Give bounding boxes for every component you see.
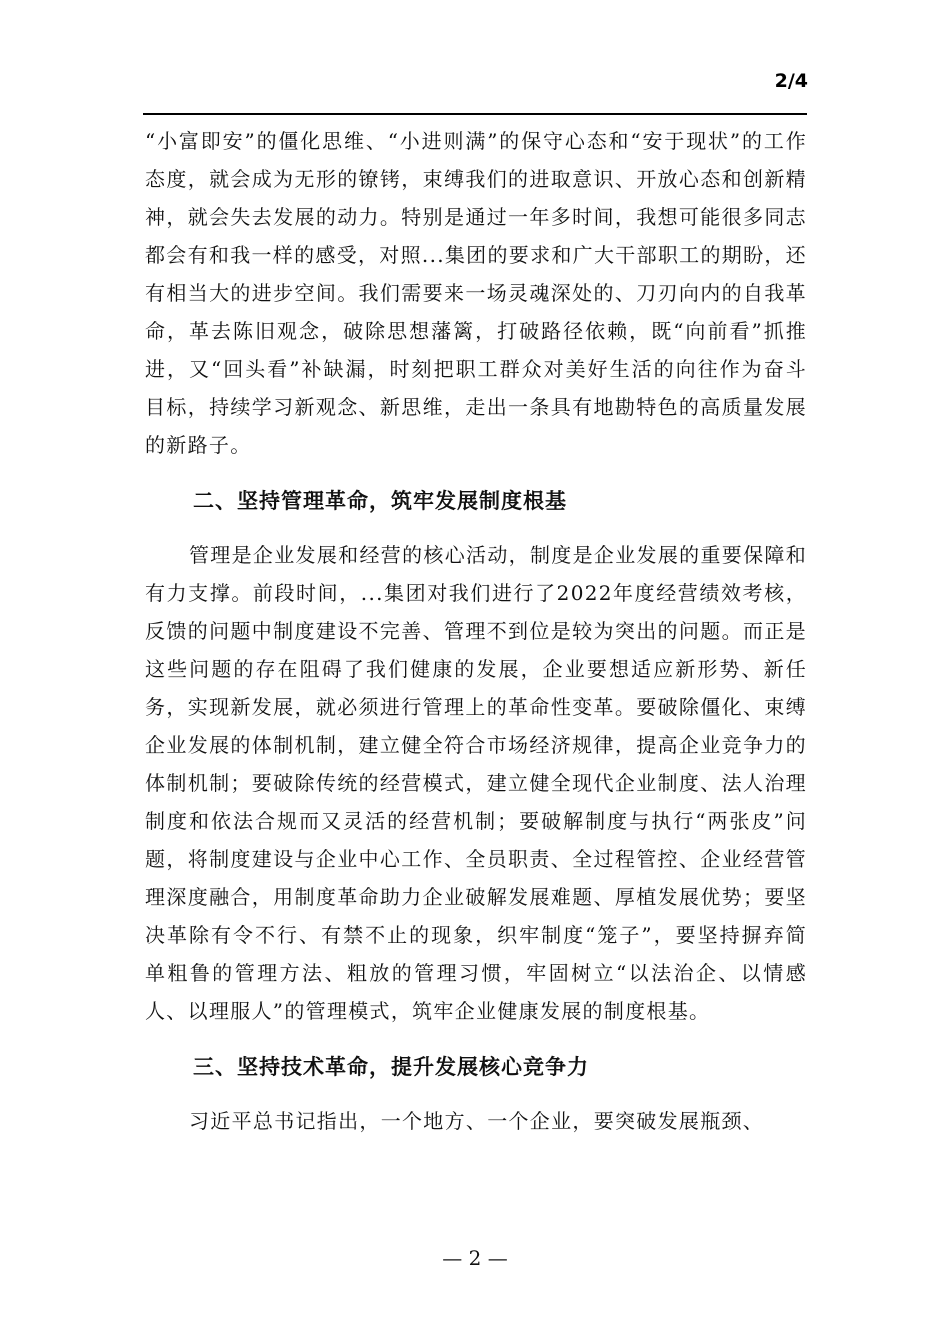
- page-counter: 2/4: [774, 70, 808, 92]
- header-divider: [143, 113, 807, 115]
- page-number: — 2 —: [442, 1246, 508, 1270]
- section-heading: 三、坚持技术革命，提升发展核心竞争力: [193, 1055, 589, 1079]
- body-paragraph: 习近平总书记指出，一个地方、一个企业，要突破发展瓶颈、: [189, 1109, 765, 1133]
- body-paragraph: “小富即安”的僵化思维、“小进则满”的保守心态和“安于现状”的工作态度，就会成为无形的镣铐，束缚我们的进取意识、开放心态和创新精神，就会失去发展的动力。特别是通过一年多时间，我想可能很多同志都会有和我一样的感受，对照...集团的要求和广大干部职工的期盼，还有相当大的进步空间。我们需要来一场灵魂深处的、刀刃向内的自我革命，革去陈旧观念，破除思想藩篱，打破路径依赖，既“向前看”抓推进，又“回头看”补缺漏，时刻把职工群众对美好生活的向往作为奋斗目标，持续学习新观念、新思维，走出一条具有地勘特色的高质量发展的新路子。: [145, 129, 807, 457]
- body-paragraph: 管理是企业发展和经营的核心活动，制度是企业发展的重要保障和有力支撑。前段时间，...集团对我们进行了2022年度经营绩效考核，反馈的问题中制度建设不完善、管理不到位是较为突出的问题。而正是这些问题的存在阻碍了我们健康的发展，企业要想适应新形势、新任务，实现新发展，就必须进行管理上的革命性变革。要破除僵化、束缚企业发展的体制机制，建立健全符合市场经济规律，提高企业竞争力的体制机制；要破除传统的经营模式，建立健全现代企业制度、法人治理制度和依法合规而又灵活的经营机制；要破解制度与执行“两张皮”问题，将制度建设与企业中心工作、全员职责、全过程管控、企业经营管理深度融合，用制度革命助力企业破解发展难题、厚植发展优势；要坚决革除有令不行、有禁不止的现象，织牢制度“笼子”，要坚持摒弃简单粗鲁的管理方法、粗放的管理习惯，牢固树立“以法治企、以情感人、以理服人”的管理模式，筑牢企业健康发展的制度根基。: [145, 543, 807, 1023]
- document-body: [145, 122, 807, 1140]
- section-heading: 二、坚持管理革命，筑牢发展制度根基: [193, 489, 567, 513]
